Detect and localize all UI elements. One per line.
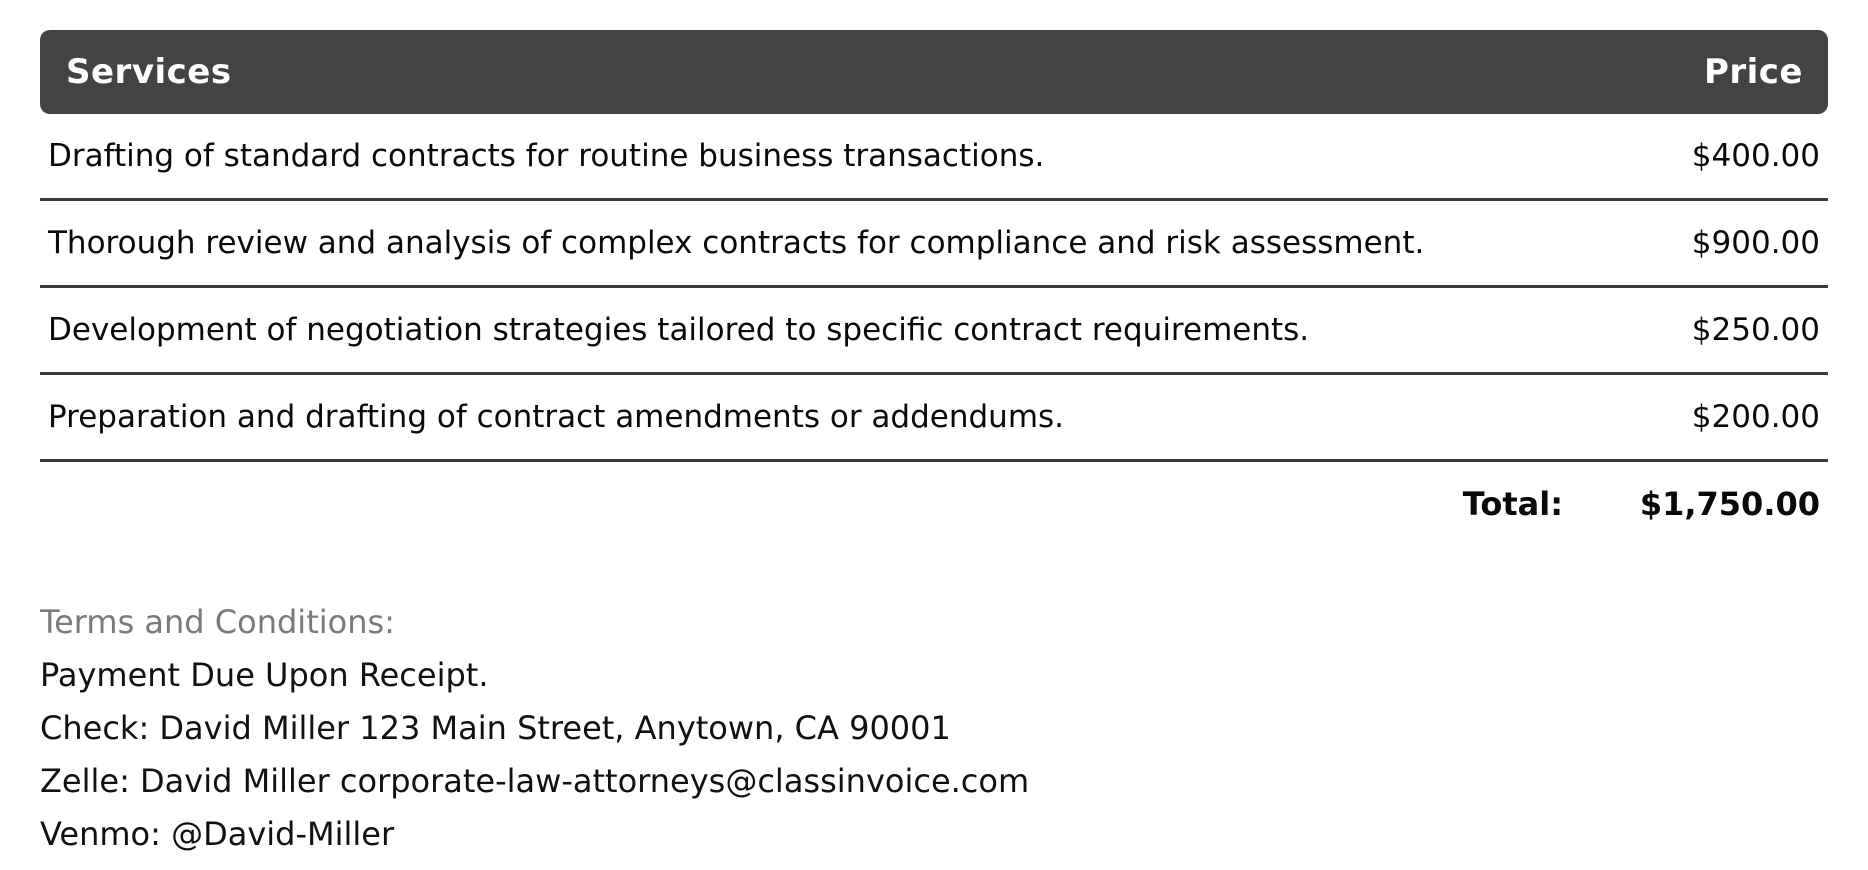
- table-row: [40, 288, 1828, 375]
- terms-line-venmo: Venmo: @David-Miller: [40, 815, 395, 853]
- table-row: [40, 114, 1828, 201]
- service-price: $900.00: [1691, 225, 1820, 261]
- terms-section: [40, 596, 1828, 861]
- total-row: [40, 462, 1828, 546]
- services-column-header: Services: [66, 52, 232, 92]
- service-description: Drafting of standard contracts for routine business transactions.: [48, 138, 1045, 174]
- services-table: [40, 30, 1828, 546]
- total-amount: $1,750.00: [1639, 485, 1820, 523]
- service-description: Thorough review and analysis of complex contracts for compliance and risk assessment.: [48, 225, 1425, 261]
- table-row: [40, 201, 1828, 288]
- service-price: $400.00: [1691, 138, 1820, 174]
- terms-line-zelle: Zelle: David Miller corporate-law-attorneys@classinvoice.com: [40, 762, 1030, 800]
- terms-line-check: Check: David Miller 123 Main Street, Anytown, CA 90001: [40, 709, 951, 747]
- price-column-header: Price: [1703, 52, 1803, 92]
- service-price: $250.00: [1691, 312, 1820, 348]
- table-header-row: [40, 30, 1828, 114]
- terms-heading: Terms and Conditions:: [40, 603, 395, 641]
- service-description: Preparation and drafting of contract amendments or addendums.: [48, 399, 1065, 435]
- service-description: Development of negotiation strategies tailored to specific contract requirements.: [48, 312, 1310, 348]
- terms-line-payment: Payment Due Upon Receipt.: [40, 656, 489, 694]
- total-label: Total:: [1462, 485, 1563, 523]
- service-price: $200.00: [1691, 399, 1820, 435]
- table-row: [40, 375, 1828, 462]
